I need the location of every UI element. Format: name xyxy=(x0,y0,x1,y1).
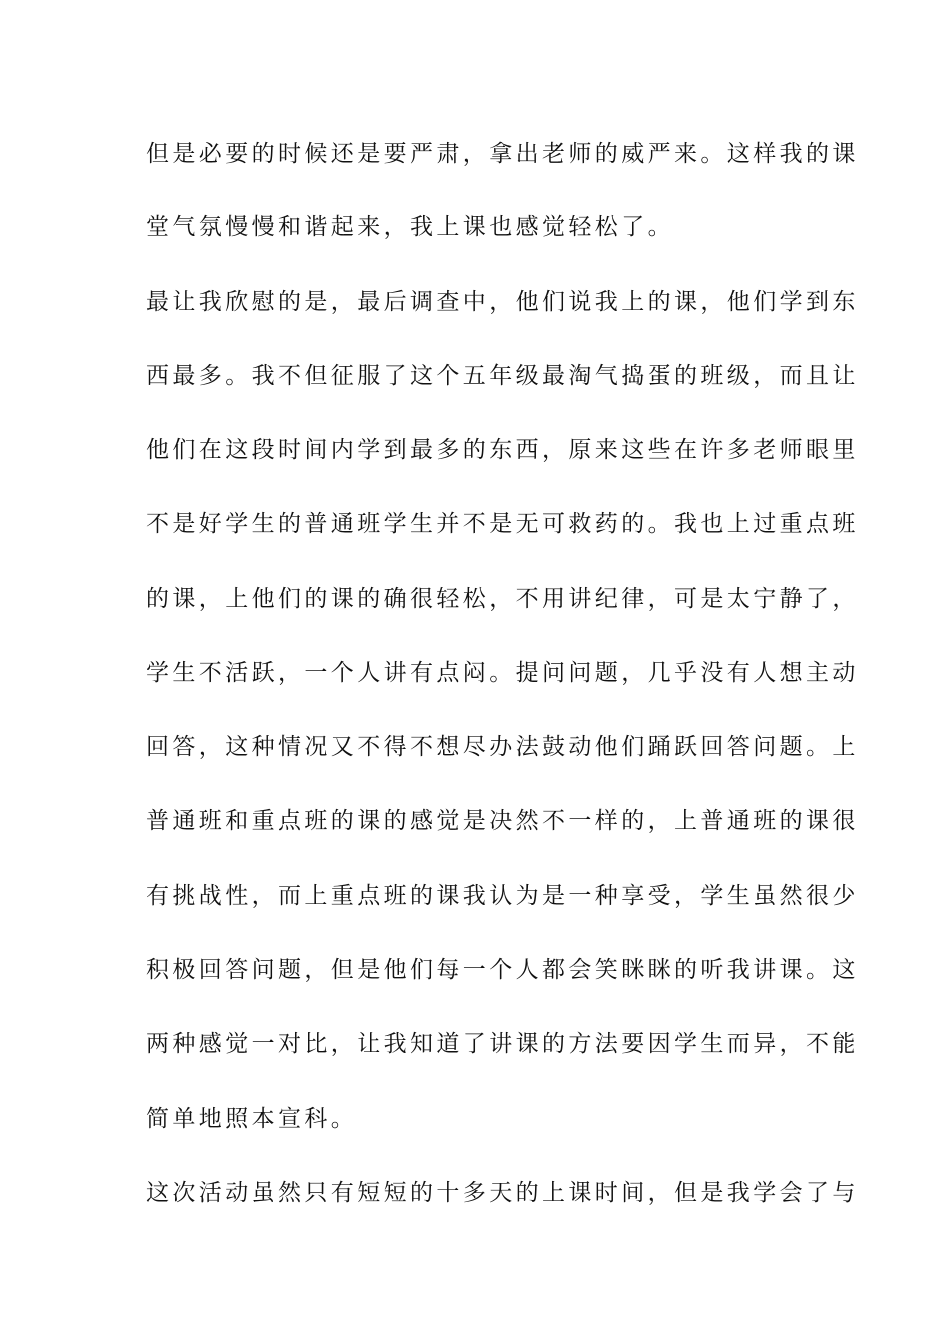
text-line: 不是好学生的普通班学生并不是无可救药的。我也上过重点班 xyxy=(146,511,859,537)
text-line: 的课，上他们的课的确很轻松，不用讲纪律，可是太宁静了， xyxy=(146,586,859,612)
text-line: 积极回答问题，但是他们每一个人都会笑眯眯的听我讲课。这 xyxy=(146,957,859,983)
text-line: 这次活动虽然只有短短的十多天的上课时间，但是我学会了与 xyxy=(146,1180,859,1206)
text-line: 但是必要的时候还是要严肃，拿出老师的威严来。这样我的课 xyxy=(146,141,859,167)
text-line: 西最多。我不但征服了这个五年级最淘气捣蛋的班级，而且让 xyxy=(146,363,859,389)
text-line: 最让我欣慰的是，最后调查中，他们说我上的课，他们学到东 xyxy=(146,289,859,315)
text-line: 两种感觉一对比，让我知道了讲课的方法要因学生而异，不能 xyxy=(146,1031,859,1057)
text-line: 堂气氛慢慢和谐起来，我上课也感觉轻松了。 xyxy=(146,214,674,240)
text-line: 简单地照本宣科。 xyxy=(146,1106,358,1132)
text-line: 普通班和重点班的课的感觉是决然不一样的，上普通班的课很 xyxy=(146,808,859,834)
text-line: 学生不活跃，一个人讲有点闷。提问问题，几乎没有人想主动 xyxy=(146,660,859,686)
text-line: 他们在这段时间内学到最多的东西，原来这些在许多老师眼里 xyxy=(146,437,859,463)
text-line: 回答，这种情况又不得不想尽办法鼓动他们踊跃回答问题。上 xyxy=(146,734,859,760)
text-line: 有挑战性，而上重点班的课我认为是一种享受，学生虽然很少 xyxy=(146,883,859,909)
